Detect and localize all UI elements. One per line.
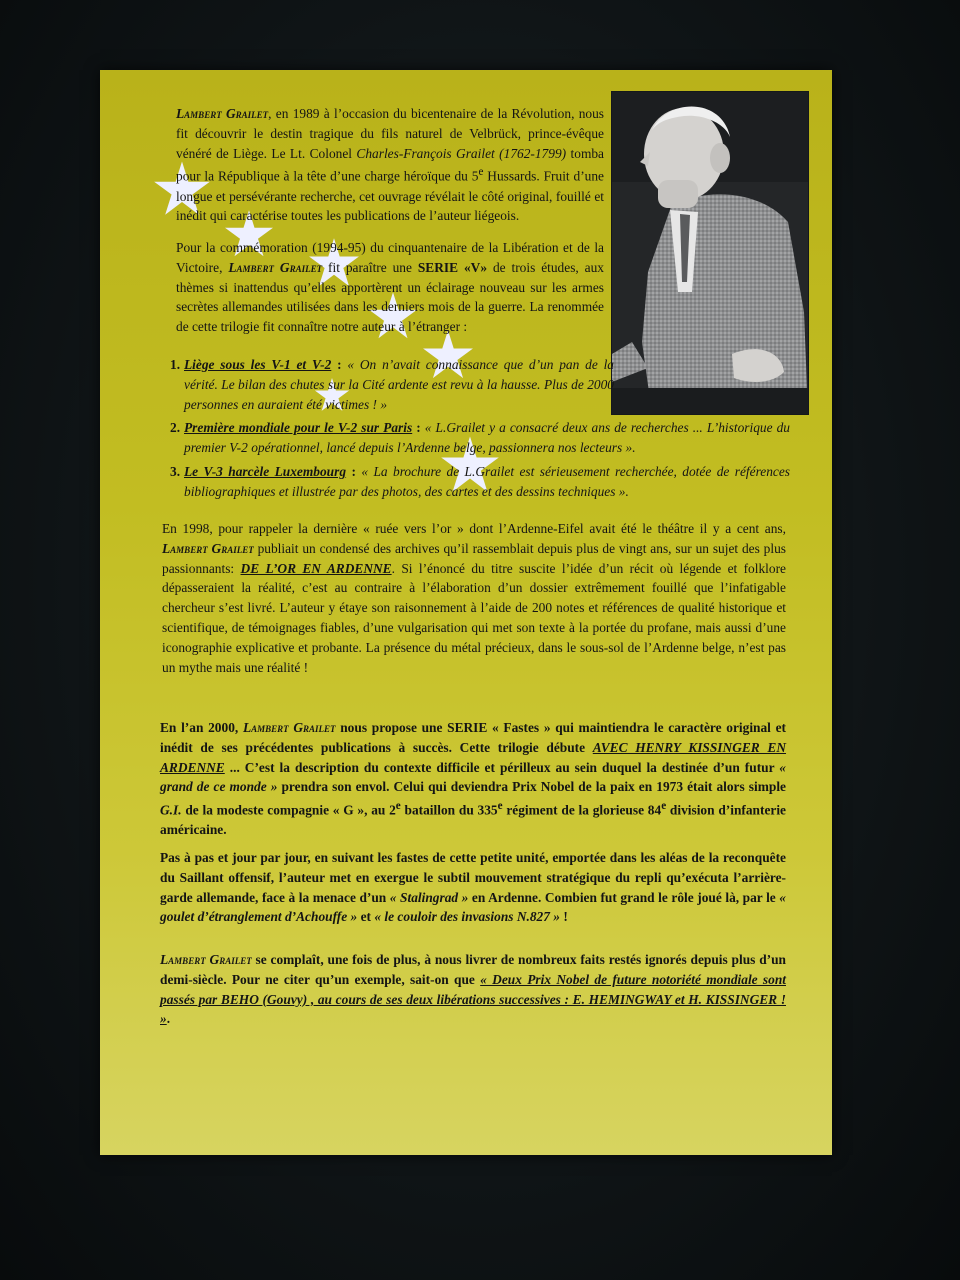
text-italic: G.I. (160, 802, 182, 818)
item-number: 3. (170, 463, 181, 479)
paragraph-serie-fastes (160, 718, 786, 840)
paragraph-conclusion (160, 950, 786, 1029)
item-title: Liège sous les V-1 et V-2 (184, 357, 332, 372)
paragraph-saillant (160, 848, 786, 927)
text-bold: SERIE «V» (417, 259, 488, 275)
list-item (170, 462, 790, 502)
text: , en 1989 à l’occasion du bicentenaire de la Révolution, nous fit découvrir le destin tragique du fils naturel de Velbrück, prince-évêque vénéré de Liège. Le Lt. Colonel (176, 106, 604, 161)
text: division d’infanterie américaine. (160, 802, 786, 838)
text-italic: « grand de ce monde » (160, 759, 786, 795)
superscript: e (478, 166, 484, 179)
text: bataillon du 335 (400, 802, 498, 818)
superscript: e (497, 800, 503, 813)
item-number: 2. (170, 420, 181, 436)
text: ... C’est la description du contexte difficile et périlleux au sein duquel la destinée d’un futur (224, 759, 780, 775)
text: se complaît, une fois de plus, à nous livrer de nombreux faits restés ignorés depuis plus d’un demi-siècle. Pour ne citer qu’un exemple, sait-on que (160, 952, 786, 987)
superscript: e (661, 800, 667, 813)
trilogy-list (170, 355, 790, 506)
text-italic: « le couloir des invasions N.827 » (374, 909, 560, 925)
text: prendra son envol. Celui qui deviendra Prix Nobel de la paix en 1973 était alors simple (277, 779, 786, 795)
paragraph-or-en-ardenne (162, 519, 786, 677)
author-name: Lambert Grailet (176, 106, 269, 121)
text: régiment de la glorieuse 84 (502, 802, 662, 818)
text: en Ardenne. Combien fut grand le rôle joué là, par le (468, 889, 780, 905)
text: En l’an 2000, (160, 720, 243, 735)
text: ! (560, 909, 568, 925)
list-item (170, 355, 614, 414)
text: En 1998, pour rappeler la dernière « ruée vers l’or » dont l’Ardenne-Eifel avait été le théâtre il y a cent ans, (162, 521, 786, 536)
item-number: 1. (170, 357, 181, 372)
text: Hussards. Fruit d’une longue et persévérante recherche, cet ouvrage révélait le côté original, fouillé et inédit qui caractérise toutes les publications de l’auteur liégeois. (176, 168, 604, 224)
separator: : (331, 357, 348, 372)
text: publiait un condensé des archives qu’il rassemblait depuis plus de vingt ans, sur un sujet des plus passionnants: (162, 540, 787, 576)
superscript: e (395, 800, 401, 813)
separator: : (346, 463, 362, 479)
book-title: AVEC HENRY KISSINGER EN ARDENNE (160, 739, 787, 775)
text-italic: (1762-1799) (494, 145, 567, 161)
item-quote: « L.Grailet y a consacré deux ans de recherches ... L’historique du premier V-2 opérationnel, lancé depuis l’Ardenne belge, passionnera nos lecteurs ». (184, 420, 790, 456)
author-name: Lambert Grailet (160, 952, 252, 967)
text: Pas à pas et jour par jour, en suivant les fastes de cette petite unité, emportée dans les aléas de la reconquête du Saillant offensif, l’auteur met en exergue le subtil mouvement stratégique du repli qu’exécuta l’arrière-garde allemande, face à la menace d’un (160, 850, 786, 905)
text: fit paraître une (322, 259, 418, 275)
text: de la modeste compagnie « G », au 2 (181, 802, 396, 818)
author-name: Lambert Grailet (242, 720, 336, 735)
highlight-quote: « Deux Prix Nobel de future notoriété mondiale sont passés par BEHO (Gouvy) , au cours de ses deux libérations successives : E. HEMINGWAY et H. KISSINGER ! » (160, 971, 786, 1027)
author-name: Lambert Grailet (162, 540, 254, 556)
text-italic: Charles-François Grailet (356, 145, 495, 161)
text: tomba pour la République à la tête d’une charge héroïque du 5 (176, 145, 604, 184)
paragraph-intro (176, 104, 604, 226)
text-italic: « Stalingrad » (389, 889, 469, 905)
separator: : (412, 420, 425, 436)
text-italic: « goulet d’étranglement d’Achouffe » (160, 889, 786, 925)
text: Pour la commémoration (1994-95) du cinquantenaire de la Libération et de la Victoire, (176, 240, 604, 275)
book-back-cover (100, 70, 832, 1155)
text: nous propose une SERIE « Fastes » qui maintiendra le caractère original et inédit de ses précédentes publications à succès. Cette trilogie débute (160, 720, 787, 755)
list-item (170, 418, 790, 458)
item-title: Le V-3 harcèle Luxembourg (184, 463, 347, 479)
book-title: DE L’OR EN ARDENNE (240, 560, 392, 576)
item-title: Première mondiale pour le V-2 sur Paris (184, 420, 413, 436)
item-quote: « On n’avait connaissance que d’un pan de la vérité. Le bilan des chutes sur la Cité ardente est revu à la hausse. Plus de 2000 personnes en auraient été victimes ! » (184, 357, 614, 412)
item-quote: « La brochure de L.Grailet est sérieusement recherchée, dotée de références bibliographiques et illustrée par des photos, des cartes et des dessins techniques ». (184, 463, 791, 499)
paragraph-serie-v (176, 238, 604, 337)
text: et (357, 909, 375, 925)
text: . Si l’énoncé du titre suscite l’idée d’un récit où légende et folklore dépasseraient la réalité, c’est au contraire à l’élaboration d’un dossier extrêmement fouillé que l’infatigable chercheur s’est livré. L’auteur y étaye son raisonnement à l’aide de 200 notes et références de qualité historique et scientifique, de témoignages fiables, d’une vulgarisation qui met son texte à la portée du profane, mais aussi d’une iconographie explicative et probante. La présence du métal précieux, dans le sous-sol de l’Ardenne belge, n’est pas un mythe mais une réalité ! (162, 560, 786, 675)
text: de trois études, aux thèmes si inattendus qu’elles apportèrent un éclairage nouveau sur les armes secrètes allemandes utilisées dans les derniers mois de la guerre. La renommée de cette trilogie fit connaître notre auteur à l’étranger : (176, 259, 604, 335)
text: . (166, 1011, 171, 1027)
author-name: Lambert Grailet (228, 259, 323, 275)
